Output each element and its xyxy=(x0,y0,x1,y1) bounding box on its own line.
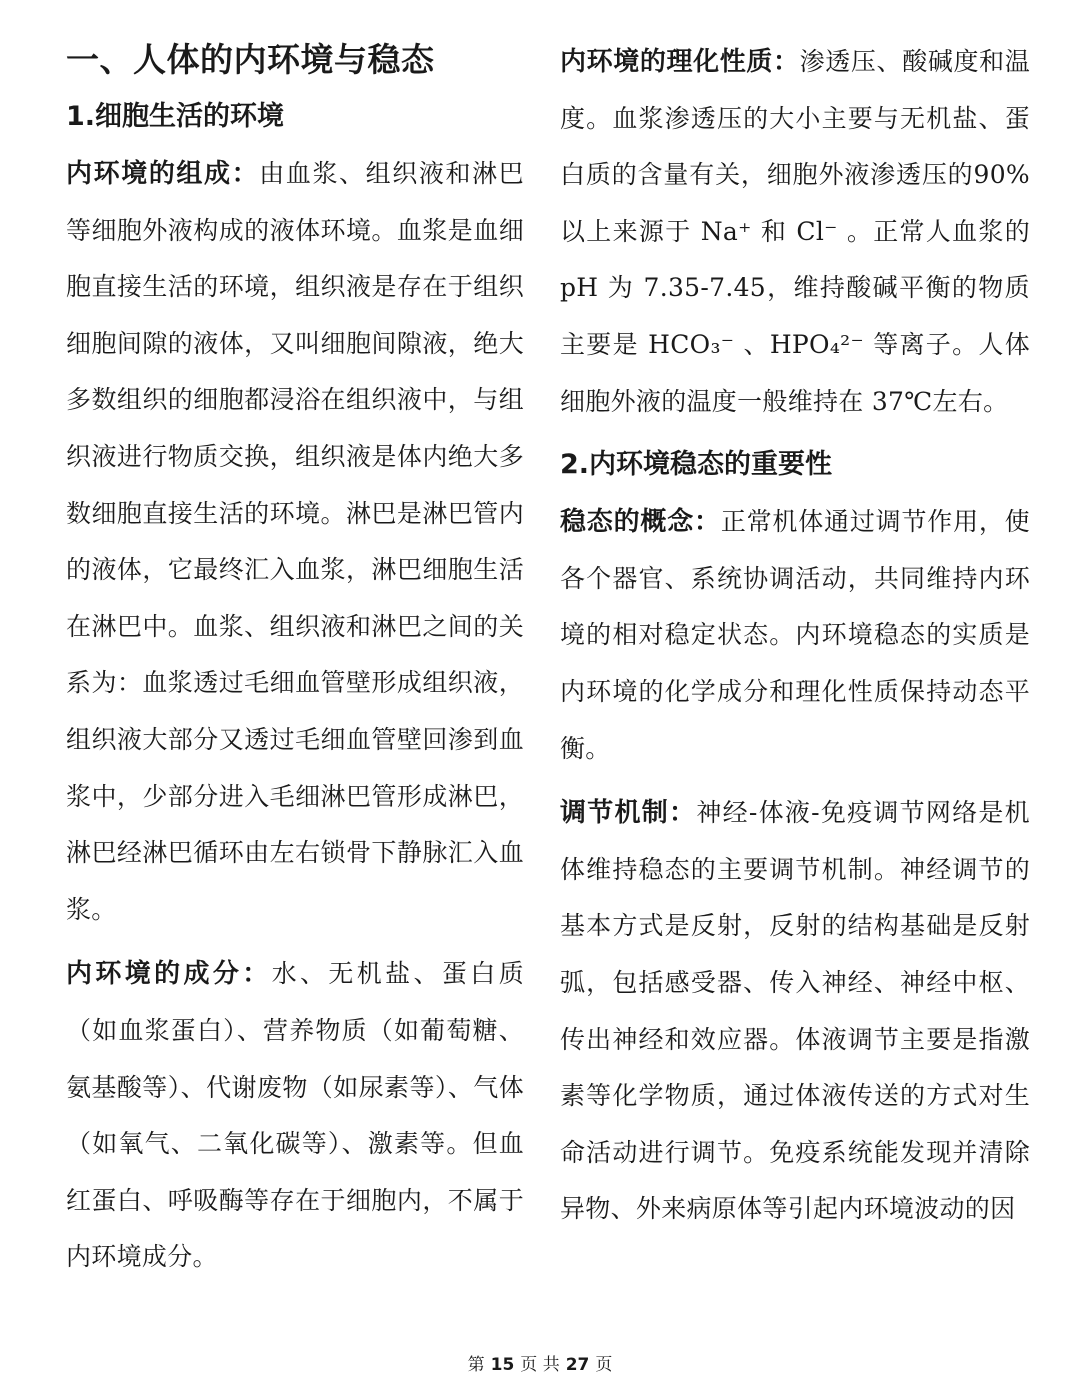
footer-middle: 页 共 xyxy=(520,1355,560,1375)
paragraph-composition-text: 由血浆、组织液和淋巴等细胞外液构成的液体环境。血浆是血细胞直接生活的环境，组织液是存在于组织细胞间隙的液体，又叫细胞间隙液，绝大多数组织的细胞都浸浴在组织液中，与组织液进行物质交换，组织液是体内绝大多数细胞直接生活的环境。淋巴是淋巴管内的液体，它最终汇入血浆，淋巴细胞生活在淋巴中。血浆、组织液和淋巴之间的关系为：血浆透过毛细血管壁形成组织液，组织液大部分又透过毛细血管壁回渗到血浆中，少部分进入毛细淋巴管形成淋巴，淋巴经淋巴循环由左右锁骨下静脉汇入血浆。 xyxy=(66,159,524,924)
paragraph-composition xyxy=(66,146,524,938)
left-column xyxy=(66,34,524,1294)
section-title: 一、人体的内环境与稳态 xyxy=(66,40,435,79)
term-homeostasis-concept: 稳态的概念： xyxy=(560,507,721,538)
page-footer xyxy=(0,1353,1080,1377)
paragraph-homeostasis-concept xyxy=(560,494,1030,777)
subsection-title-homeostasis: 2.内环境稳态的重要性 xyxy=(560,449,833,481)
paragraph-physicochemical-text: 渗透压、酸碱度和温度。血浆渗透压的大小主要与无机盐、蛋白质的含量有关，细胞外液渗透压的90%以上来源于 Na⁺ 和 Cl⁻ 。正常人血浆的 pH 为 7.35-7.45，维持酸碱平衡的物质主要是 HCO₃⁻ 、HPO₄²⁻ 等离子。人体细胞外液的温度一般维持在 37℃左右。 xyxy=(560,47,1031,416)
paragraph-regulation-text: 神经-体液-免疫调节网络是机体维持稳态的主要调节机制。神经调节的基本方式是反射，反射的结构基础是反射弧，包括感受器、传入神经、神经中枢、传出神经和效应器。体液调节主要是指激素等化学物质，通过体液传送的方式对生命活动进行调节。免疫系统能发现并清除异物、外来病原体等引起内环境波动的因 xyxy=(560,798,1030,1224)
paragraph-components xyxy=(66,946,524,1286)
paragraph-physicochemical xyxy=(560,34,1030,430)
term-regulation: 调节机制： xyxy=(560,798,697,829)
term-physicochemical: 内环境的理化性质： xyxy=(560,47,800,77)
paragraph-homeostasis-concept-text: 正常机体通过调节作用，使各个器官、系统协调活动，共同维持内环境的相对稳定状态。内环境稳态的实质是内环境的化学成分和理化性质保持动态平衡。 xyxy=(560,507,1030,763)
term-components: 内环境的成分： xyxy=(66,959,272,990)
term-composition: 内环境的组成： xyxy=(66,159,260,189)
paragraph-components-text: 水、无机盐、蛋白质（如血浆蛋白）、营养物质（如葡萄糖、氨基酸等）、代谢废物（如尿素等）、气体（如氧气、二氧化碳等）、激素等。但血红蛋白、呼吸酶等存在于细胞内，不属于内环境成分。 xyxy=(66,959,524,1272)
subsection-title-cell-environment: 1.细胞生活的环境 xyxy=(66,101,285,132)
footer-page-number: 15 xyxy=(490,1355,515,1375)
paragraph-regulation xyxy=(560,785,1030,1238)
footer-suffix: 页 xyxy=(595,1355,613,1375)
right-column xyxy=(560,34,1030,1246)
footer-total-pages: 27 xyxy=(565,1355,590,1375)
footer-prefix: 第 xyxy=(467,1355,485,1375)
